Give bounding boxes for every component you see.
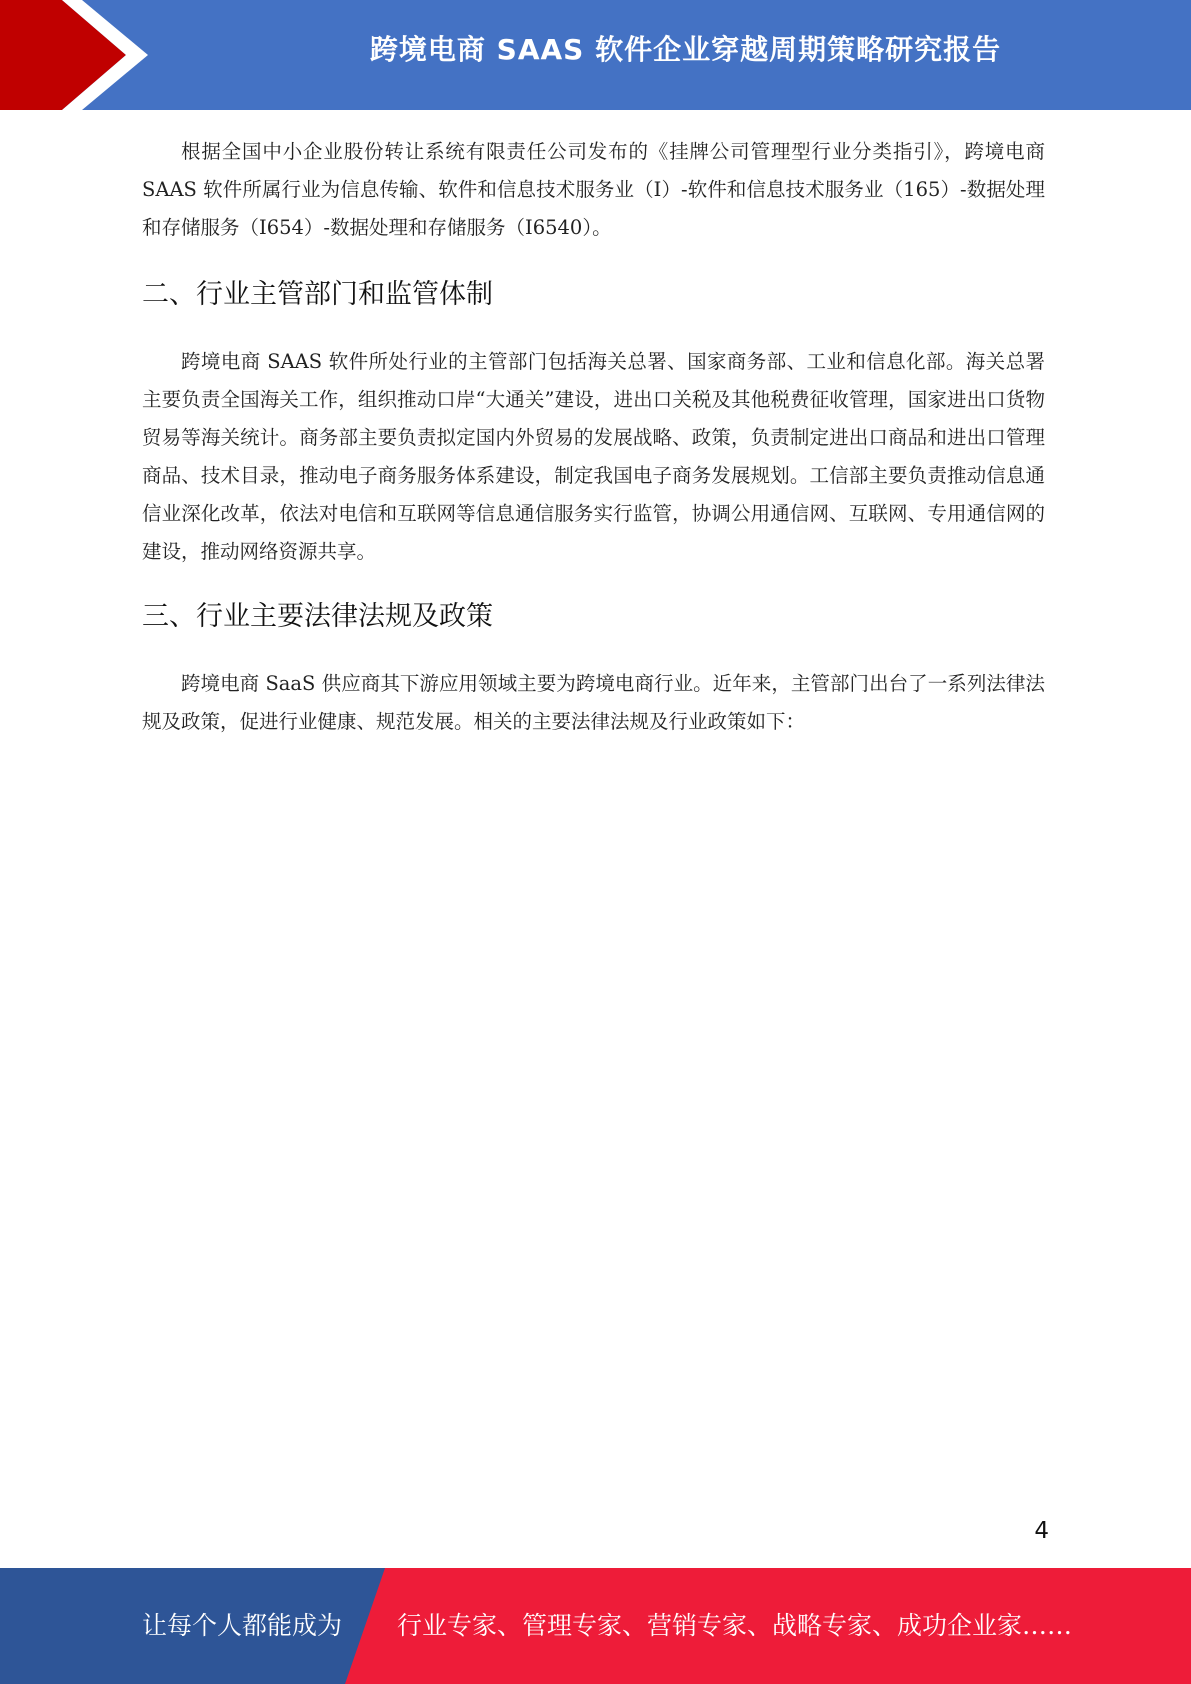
document-body xyxy=(142,133,1045,741)
footer-slogan-right: 行业专家、管理专家、营销专家、战略专家、成功企业家…… xyxy=(397,1611,1073,1640)
section-2-paragraph: 跨境电商 SAAS 软件所处行业的主管部门包括海关总署、国家商务部、工业和信息化部。海关总署主要负责全国海关工作，组织推动口岸“大通关”建设，进出口关税及其他税费征收管理，国家进出口货物贸易等海关统计。商务部主要负责拟定国内外贸易的发展战略、政策，负责制定进出口商品和进出口管理商品、技术目录，推动电子商务服务体系建设，制定我国电子商务发展规划。工信部主要负责推动信息通信业深化改革，依法对电信和互联网等信息通信服务实行监管，协调公用通信网、互联网、专用通信网的建设，推动网络资源共享。 xyxy=(142,350,1045,563)
intro-paragraph: 根据全国中小企业股份转让系统有限责任公司发布的《挂牌公司管理型行业分类指引》，跨境电商 SAAS 软件所属行业为信息传输、软件和信息技术服务业（I）-软件和信息技术服务业（165）-数据处理和存储服务（I654）-数据处理和存储服务（I6540）。 xyxy=(142,140,1045,239)
page-footer xyxy=(0,1568,1191,1684)
footer-slogan-left: 让每个人都能成为 xyxy=(142,1611,343,1640)
report-title: 跨境电商 SAAS 软件企业穿越周期策略研究报告 xyxy=(369,33,1002,66)
header-chevron-decoration xyxy=(0,0,160,110)
page-header xyxy=(0,0,1191,110)
section-3-paragraph: 跨境电商 SaaS 供应商其下游应用领域主要为跨境电商行业。近年来，主管部门出台了一系列法律法规及政策，促进行业健康、规范发展。相关的主要法律法规及行业政策如下： xyxy=(142,672,1045,733)
section-3-heading: 三、行业主要法律法规及政策 xyxy=(142,601,493,632)
chevron-red-shape xyxy=(0,0,126,110)
section-2-heading: 二、行业主管部门和监管体制 xyxy=(142,279,493,310)
page-number: 4 xyxy=(1034,1518,1049,1544)
